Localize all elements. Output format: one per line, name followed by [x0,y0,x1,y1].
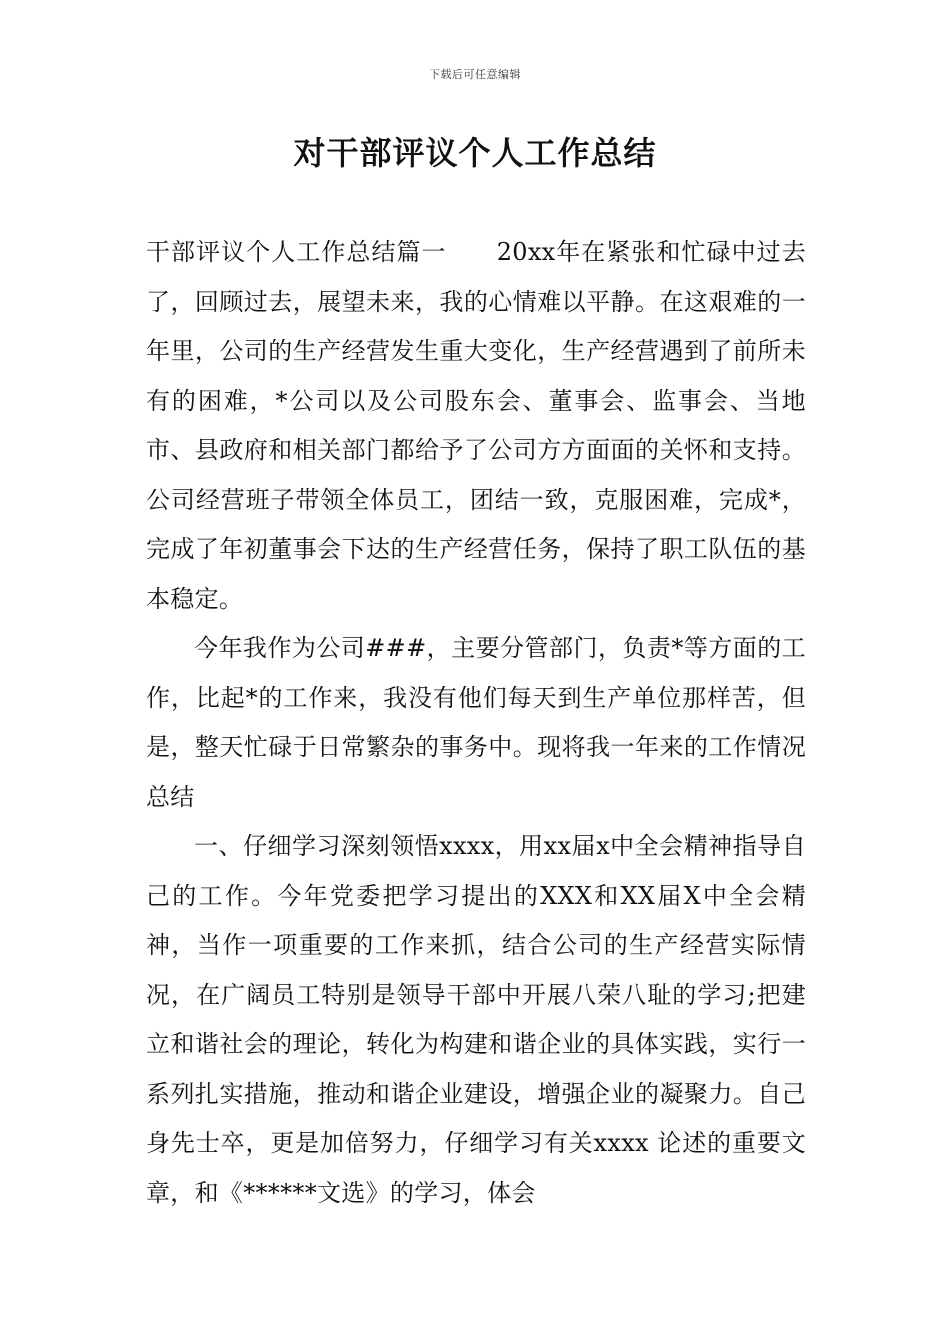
document-title: 对干部评议个人工作总结 [293,134,657,172]
paragraph-3: 一、仔细学习深刻领悟xxxx，用xx届x中全会精神指导自己的工作。今年党委把学习提出的XXX和XX届X中全会精神，当作一项重要的工作来抓，结合公司的生产经营实际情况，在广阔员工特别是领导干部中开展八荣八耻的学习;把建立和谐社会的理论，转化为构建和谐企业的具体实践，实行一系列扎实措施，推动和谐企业建设，增强企业的凝聚力。自己身先士卒，更是加倍努力，仔细学习有关xxxx 论述的重要文章，和《******文选》的学习，体会 [146,832,806,1207]
paragraph-1: 干部评议个人工作总结篇一 20xx年在紧张和忙碌中过去了，回顾过去，展望未来，我的心情难以平静。在这艰难的一年里，公司的生产经营发生重大变化，生产经营遇到了前所未有的困难，*公司以及公司股东会、董事会、监事会、当地市、县政府和相关部门都给予了公司方方面面的关怀和支持。公司经营班子带领全体员工，团结一致，克服困难，完成*，完成了年初董事会下达的生产经营任务，保持了职工队伍的基本稳定。 [146,238,806,613]
header-note: 下载后可任意编辑 [429,68,521,81]
paragraph-2: 今年我作为公司###，主要分管部门，负责*等方面的工作，比起*的工作来，我没有他们每天到生产单位那样苦，但是，整天忙碌于日常繁杂的事务中。现将我一年来的工作情况总结 [146,634,806,811]
document-body [146,228,806,1218]
